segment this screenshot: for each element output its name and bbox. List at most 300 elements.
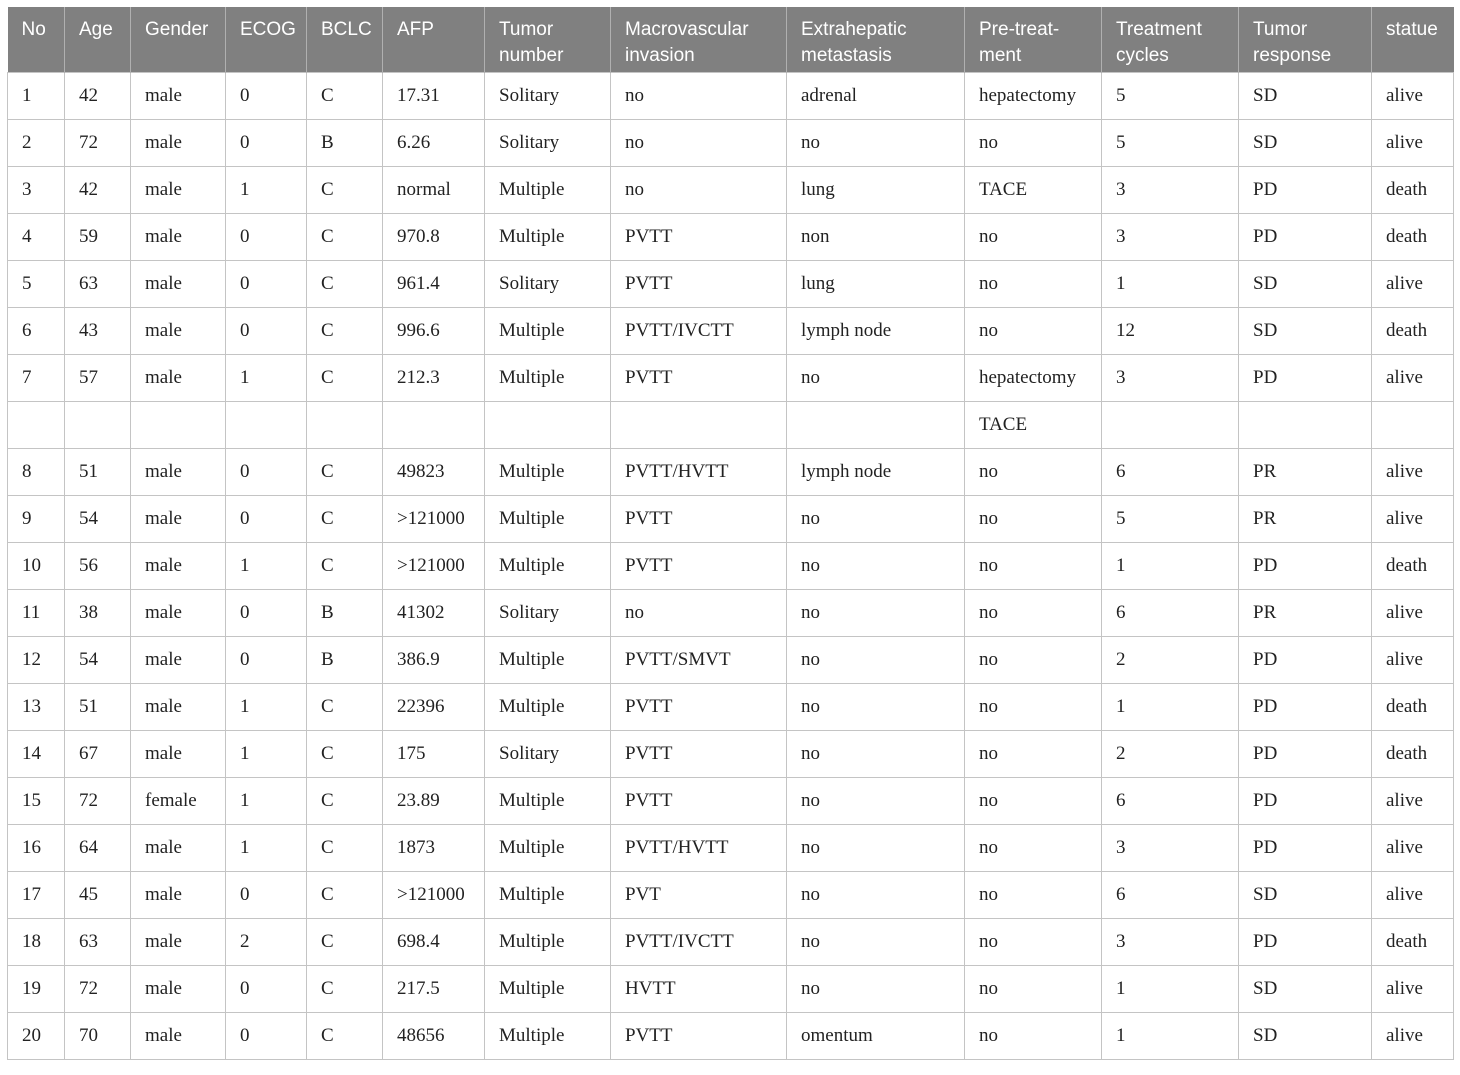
table-cell: no [965, 119, 1102, 166]
table-cell: 59 [65, 213, 131, 260]
table-cell: 41302 [383, 589, 485, 636]
column-header-line: ment [979, 45, 1022, 66]
table-cell: 42 [65, 72, 131, 119]
table-cell: 0 [226, 1012, 307, 1059]
column-header-line: Pre-treat- [979, 19, 1060, 40]
table-row [8, 730, 1454, 777]
table-cell [1239, 401, 1372, 448]
table-cell: 970.8 [383, 213, 485, 260]
table-cell: 51 [65, 448, 131, 495]
table-cell: PD [1239, 166, 1372, 213]
table-cell: C [307, 918, 383, 965]
table-cell: 54 [65, 495, 131, 542]
table-cell: 9 [8, 495, 65, 542]
column-header-line: Macrovascular [625, 19, 749, 40]
table-cell: alive [1372, 871, 1454, 918]
table-cell: Multiple [485, 495, 611, 542]
table-cell: 6 [8, 307, 65, 354]
table-cell: male [131, 918, 226, 965]
column-header-line: ECOG [240, 19, 296, 40]
table-cell: 3 [1102, 166, 1239, 213]
table-cell: PVTT [611, 1012, 787, 1059]
column-header-line: BCLC [321, 19, 372, 40]
table-cell: no [965, 777, 1102, 824]
table-row [8, 777, 1454, 824]
table-cell: alive [1372, 1012, 1454, 1059]
table-cell: lung [787, 166, 965, 213]
table-cell: 13 [8, 683, 65, 730]
table-cell: death [1372, 213, 1454, 260]
table-cell: 175 [383, 730, 485, 777]
table-cell: male [131, 1012, 226, 1059]
table-cell: no [965, 542, 1102, 589]
table-cell: PVTT [611, 495, 787, 542]
table-cell: no [611, 119, 787, 166]
table-cell: SD [1239, 119, 1372, 166]
table-cell: 38 [65, 589, 131, 636]
table-cell: alive [1372, 260, 1454, 307]
table-cell: no [787, 636, 965, 683]
table-cell: 1 [1102, 260, 1239, 307]
table-cell: PVTT/HVTT [611, 448, 787, 495]
table-cell: no [965, 307, 1102, 354]
table-cell: alive [1372, 777, 1454, 824]
table-cell: no [965, 871, 1102, 918]
table-row [8, 871, 1454, 918]
header-row [8, 7, 1454, 72]
table-cell: Multiple [485, 683, 611, 730]
table-cell: death [1372, 730, 1454, 777]
table-cell: 3 [1102, 213, 1239, 260]
table-cell: no [965, 730, 1102, 777]
table-cell: hepatectomy [965, 72, 1102, 119]
table-cell: hepatectomy [965, 354, 1102, 401]
table-cell: 64 [65, 824, 131, 871]
table-cell: PVTT [611, 683, 787, 730]
table-cell: Solitary [485, 119, 611, 166]
table-cell: 698.4 [383, 918, 485, 965]
table-cell: alive [1372, 72, 1454, 119]
column-header [1102, 7, 1239, 72]
table-cell: 22396 [383, 683, 485, 730]
table-cell: death [1372, 166, 1454, 213]
table-cell: C [307, 683, 383, 730]
column-header [1372, 7, 1454, 72]
table-cell: TACE [965, 401, 1102, 448]
table-cell: PD [1239, 918, 1372, 965]
table-cell: 14 [8, 730, 65, 777]
table-header [8, 7, 1454, 72]
table-cell: alive [1372, 495, 1454, 542]
table-cell: Solitary [485, 730, 611, 777]
table-cell: 63 [65, 918, 131, 965]
table-row [8, 636, 1454, 683]
table-cell: 6 [1102, 777, 1239, 824]
table-cell: alive [1372, 824, 1454, 871]
table-cell: male [131, 636, 226, 683]
table-cell: no [787, 965, 965, 1012]
table-cell: C [307, 354, 383, 401]
table-cell: 1 [1102, 542, 1239, 589]
table-cell: 2 [1102, 730, 1239, 777]
table-cell: 0 [226, 965, 307, 1012]
table-cell: alive [1372, 589, 1454, 636]
column-header-line: response [1253, 45, 1332, 66]
table-cell: PR [1239, 589, 1372, 636]
table-cell: Multiple [485, 777, 611, 824]
table-row [8, 918, 1454, 965]
table-cell: no [965, 213, 1102, 260]
column-header-line: Tumor [1253, 19, 1308, 40]
table-cell: male [131, 354, 226, 401]
table-cell: no [965, 918, 1102, 965]
table-cell [1102, 401, 1239, 448]
table-cell [226, 401, 307, 448]
table-cell: 212.3 [383, 354, 485, 401]
column-header-line: Tumor [499, 19, 554, 40]
table-cell: Multiple [485, 1012, 611, 1059]
table-cell: 0 [226, 495, 307, 542]
table-cell: 3 [1102, 918, 1239, 965]
table-cell: no [787, 824, 965, 871]
table-row [8, 1012, 1454, 1059]
table-cell: >121000 [383, 871, 485, 918]
table-cell: no [965, 683, 1102, 730]
table-cell [383, 401, 485, 448]
table-cell: no [965, 448, 1102, 495]
table-body [8, 72, 1454, 1059]
table-cell: adrenal [787, 72, 965, 119]
table-cell: lymph node [787, 448, 965, 495]
table-cell: male [131, 683, 226, 730]
table-cell: 2 [226, 918, 307, 965]
table-cell: PVTT/HVTT [611, 824, 787, 871]
table-cell: 56 [65, 542, 131, 589]
column-header [485, 7, 611, 72]
table-row [8, 72, 1454, 119]
table-cell: no [611, 72, 787, 119]
table-cell: male [131, 824, 226, 871]
table-cell: C [307, 72, 383, 119]
table-cell: 1 [226, 824, 307, 871]
table-cell: male [131, 495, 226, 542]
table-cell: 1 [8, 72, 65, 119]
table-cell [131, 401, 226, 448]
table-cell: 19 [8, 965, 65, 1012]
table-cell: 2 [8, 119, 65, 166]
table-cell: male [131, 730, 226, 777]
table-cell: 49823 [383, 448, 485, 495]
table-cell: >121000 [383, 495, 485, 542]
table-cell [65, 401, 131, 448]
table-cell: 57 [65, 354, 131, 401]
table-cell: 16 [8, 824, 65, 871]
table-cell [307, 401, 383, 448]
table-cell: male [131, 213, 226, 260]
table-cell: TACE [965, 166, 1102, 213]
table-cell: male [131, 542, 226, 589]
table-cell: 961.4 [383, 260, 485, 307]
column-header-line: invasion [625, 45, 695, 66]
table-cell: 2 [1102, 636, 1239, 683]
table-cell: SD [1239, 72, 1372, 119]
table-cell: PR [1239, 495, 1372, 542]
column-header [307, 7, 383, 72]
table-cell: 0 [226, 448, 307, 495]
table-cell: C [307, 166, 383, 213]
table-cell: Solitary [485, 72, 611, 119]
table-cell: male [131, 589, 226, 636]
column-header-line: AFP [397, 19, 434, 40]
table-cell: 217.5 [383, 965, 485, 1012]
table-cell: 12 [1102, 307, 1239, 354]
column-header-line: number [499, 45, 564, 66]
table-cell: 0 [226, 72, 307, 119]
table-cell: Multiple [485, 448, 611, 495]
table-cell: alive [1372, 448, 1454, 495]
table-cell: 17.31 [383, 72, 485, 119]
table-cell: 1 [226, 354, 307, 401]
table-cell: PVTT/IVCTT [611, 307, 787, 354]
table-cell: 45 [65, 871, 131, 918]
table-cell: 1873 [383, 824, 485, 871]
table-cell: alive [1372, 354, 1454, 401]
table-cell: PD [1239, 730, 1372, 777]
table-cell: PD [1239, 354, 1372, 401]
column-header [965, 7, 1102, 72]
table-row [8, 119, 1454, 166]
table-cell: PD [1239, 636, 1372, 683]
table-cell: SD [1239, 871, 1372, 918]
column-header-line: metastasis [801, 45, 892, 66]
table-cell: male [131, 260, 226, 307]
table-cell: PVTT [611, 777, 787, 824]
table-cell: male [131, 307, 226, 354]
table-cell: C [307, 824, 383, 871]
table-cell: Multiple [485, 965, 611, 1012]
table-cell: no [787, 871, 965, 918]
table-cell: no [787, 495, 965, 542]
table-cell: PVTT [611, 260, 787, 307]
table-cell: male [131, 119, 226, 166]
table-cell: 72 [65, 965, 131, 1012]
table-cell: no [965, 636, 1102, 683]
table-cell: 0 [226, 213, 307, 260]
table-cell: normal [383, 166, 485, 213]
table-cell [1372, 401, 1454, 448]
table-cell: 70 [65, 1012, 131, 1059]
table-row [8, 824, 1454, 871]
table-cell: 5 [1102, 72, 1239, 119]
table-cell: 0 [226, 871, 307, 918]
table-cell: 0 [226, 119, 307, 166]
table-cell: 51 [65, 683, 131, 730]
table-cell: 6 [1102, 871, 1239, 918]
column-header [1239, 7, 1372, 72]
table-cell: alive [1372, 636, 1454, 683]
table-cell: female [131, 777, 226, 824]
column-header-line: Age [79, 19, 113, 40]
table-cell: Multiple [485, 213, 611, 260]
table-cell: no [611, 589, 787, 636]
table-cell: no [787, 730, 965, 777]
table-cell: PVTT/IVCTT [611, 918, 787, 965]
table-cell: 0 [226, 260, 307, 307]
table-cell: Multiple [485, 871, 611, 918]
table-cell [787, 401, 965, 448]
column-header [383, 7, 485, 72]
table-cell: 0 [226, 307, 307, 354]
table-cell: PD [1239, 683, 1372, 730]
column-header [611, 7, 787, 72]
table-cell: 1 [1102, 1012, 1239, 1059]
table-cell: PVTT/SMVT [611, 636, 787, 683]
table-cell: 0 [226, 636, 307, 683]
table-row [8, 260, 1454, 307]
table-cell: C [307, 495, 383, 542]
column-header-line: Extrahepatic [801, 19, 907, 40]
table-cell: 1 [226, 542, 307, 589]
table-cell: male [131, 72, 226, 119]
table-cell: lung [787, 260, 965, 307]
table-cell: C [307, 542, 383, 589]
table-cell: 4 [8, 213, 65, 260]
table-cell: Multiple [485, 636, 611, 683]
table-cell: male [131, 965, 226, 1012]
table-cell: PVT [611, 871, 787, 918]
table-cell: >121000 [383, 542, 485, 589]
table-cell: PR [1239, 448, 1372, 495]
table-cell: male [131, 871, 226, 918]
table-row [8, 354, 1454, 401]
table-cell: Multiple [485, 354, 611, 401]
table-cell: no [965, 495, 1102, 542]
table-cell: 72 [65, 119, 131, 166]
column-header [65, 7, 131, 72]
table-cell: non [787, 213, 965, 260]
table-cell: 12 [8, 636, 65, 683]
table-cell: PVTT [611, 730, 787, 777]
table-cell: 3 [1102, 824, 1239, 871]
table-cell: 15 [8, 777, 65, 824]
table-cell: Multiple [485, 542, 611, 589]
patient-table [7, 7, 1454, 1060]
table-cell: lymph node [787, 307, 965, 354]
column-header-line: cycles [1116, 45, 1169, 66]
table-cell: 72 [65, 777, 131, 824]
table-cell: 6 [1102, 448, 1239, 495]
table-cell: PD [1239, 777, 1372, 824]
table-cell: C [307, 1012, 383, 1059]
table-cell: 1 [226, 777, 307, 824]
table-cell: no [787, 354, 965, 401]
table-cell: SD [1239, 307, 1372, 354]
table-row [8, 683, 1454, 730]
table-cell: no [611, 166, 787, 213]
table-cell: 5 [8, 260, 65, 307]
table-cell: C [307, 965, 383, 1012]
table-cell: C [307, 307, 383, 354]
table-cell: HVTT [611, 965, 787, 1012]
table-cell: no [787, 683, 965, 730]
column-header-line: statue [1386, 19, 1438, 40]
table-cell: 1 [226, 683, 307, 730]
table-cell: 18 [8, 918, 65, 965]
table-cell: 3 [8, 166, 65, 213]
table-cell: no [787, 119, 965, 166]
table-cell: 0 [226, 589, 307, 636]
table-cell: 1 [226, 730, 307, 777]
table-cell: C [307, 730, 383, 777]
table-cell: 996.6 [383, 307, 485, 354]
column-header [131, 7, 226, 72]
table-row [8, 213, 1454, 260]
table-row [8, 965, 1454, 1012]
table-cell: C [307, 448, 383, 495]
table-row [8, 589, 1454, 636]
table-cell: Solitary [485, 260, 611, 307]
table-cell: SD [1239, 260, 1372, 307]
table-cell: 7 [8, 354, 65, 401]
table-cell: 5 [1102, 495, 1239, 542]
table-cell: B [307, 636, 383, 683]
table-cell: C [307, 213, 383, 260]
table-cell: 386.9 [383, 636, 485, 683]
table-cell: male [131, 166, 226, 213]
column-header [226, 7, 307, 72]
table-cell: alive [1372, 119, 1454, 166]
table-cell: SD [1239, 1012, 1372, 1059]
table-cell: 1 [1102, 965, 1239, 1012]
table-cell: Multiple [485, 166, 611, 213]
table-cell: 20 [8, 1012, 65, 1059]
table-cell: no [787, 542, 965, 589]
table-cell: 3 [1102, 354, 1239, 401]
table-row [8, 307, 1454, 354]
table-cell: Solitary [485, 589, 611, 636]
table-cell: B [307, 119, 383, 166]
table-cell: no [965, 965, 1102, 1012]
table-cell: no [965, 1012, 1102, 1059]
table-row [8, 401, 1454, 448]
column-header-line: Gender [145, 19, 209, 40]
table-cell: PVTT [611, 354, 787, 401]
table-cell: 42 [65, 166, 131, 213]
table-cell: no [787, 918, 965, 965]
table-cell: PD [1239, 213, 1372, 260]
table-cell: Multiple [485, 824, 611, 871]
table-cell: no [787, 777, 965, 824]
table-cell: no [787, 589, 965, 636]
table-cell: 67 [65, 730, 131, 777]
table-cell: Multiple [485, 918, 611, 965]
table-row [8, 448, 1454, 495]
table-cell: 10 [8, 542, 65, 589]
table-cell: 8 [8, 448, 65, 495]
table-cell: 6.26 [383, 119, 485, 166]
table-cell: 63 [65, 260, 131, 307]
table-row [8, 542, 1454, 589]
table-cell: C [307, 871, 383, 918]
table-cell: B [307, 589, 383, 636]
table-cell: PVTT [611, 213, 787, 260]
table-cell: alive [1372, 965, 1454, 1012]
column-header [787, 7, 965, 72]
table-cell [485, 401, 611, 448]
table-cell: death [1372, 918, 1454, 965]
table-cell: PD [1239, 824, 1372, 871]
column-header-line: No [21, 19, 46, 40]
